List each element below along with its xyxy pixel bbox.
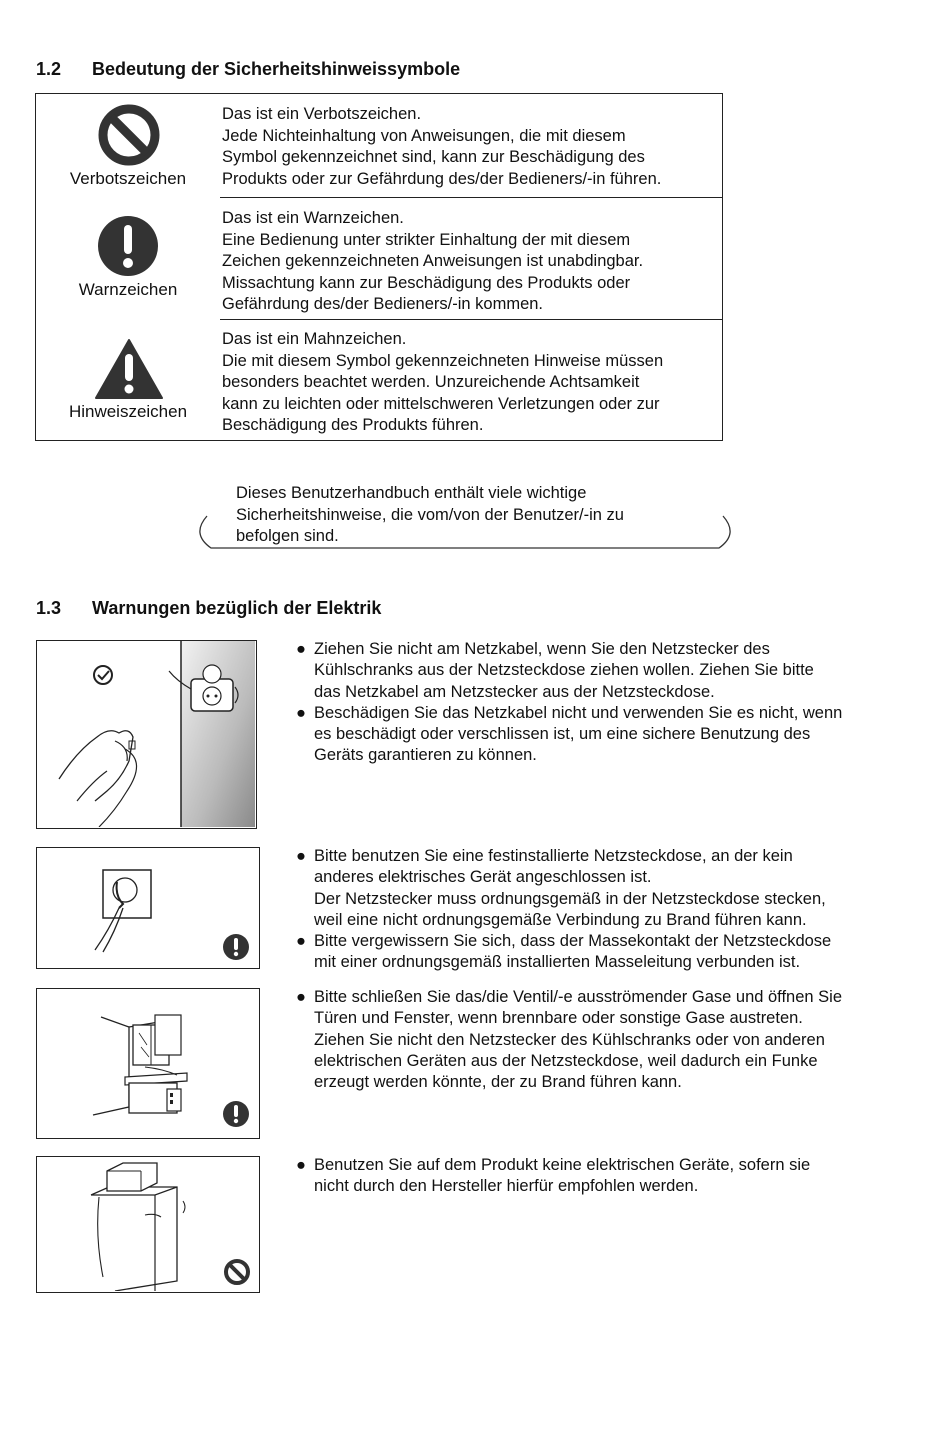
note-line: Dieses Benutzerhandbuch enthält viele wichtige — [236, 484, 587, 502]
appliance-on-fridge-illustration — [36, 1156, 260, 1293]
prohibition-icon — [226, 1261, 248, 1283]
wall-socket-illustration — [36, 847, 260, 969]
bullet-item: ● Ziehen Sie nicht am Netzkabel, wenn Sie den Netzstecker des Kühlschranks aus der Netzsteckdose ziehen wollen. Ziehen Sie bitte das Netzkabel am Netzstecker aus der Netzsteckdose. — [296, 639, 906, 703]
bullet-line: Bitte benutzen Sie eine festinstallierte Netzsteckdose, an der kein — [314, 847, 793, 865]
bullet-line: elektrischen Geräten aus der Netzsteckdose, weil dadurch ein Funke — [314, 1051, 818, 1070]
prohibition-icon — [97, 103, 161, 167]
section-number: 1.3 — [36, 598, 62, 618]
symbol-label: Verbotszeichen — [69, 169, 187, 188]
symbol-description — [222, 329, 718, 437]
bullet-line: Ziehen Sie nicht den Netzstecker des Kühlschranks oder von anderen — [314, 1030, 825, 1049]
bullet-line: nicht durch den Hersteller hierfür empfohlen werden. — [314, 1177, 699, 1196]
note-line: befolgen sind. — [236, 527, 339, 545]
bullet-line: Türen und Fenster, wenn brennbare oder sonstige Gase austreten. — [314, 1009, 803, 1028]
description-line: Jede Nichteinhaltung von Anweisungen, die mit diesem — [222, 126, 626, 145]
bullet-line: Ziehen Sie nicht am Netzkabel, wenn Sie den Netzstecker des — [314, 640, 770, 658]
section-title: Warnungen bezüglich der Elektrik — [92, 598, 382, 618]
warning-circle-icon — [223, 1101, 249, 1127]
description-line: Das ist ein Mahnzeichen. — [222, 330, 407, 348]
description-line: Die mit diesem Symbol gekennzeichneten Hinweise müssen — [222, 351, 664, 370]
symbol-description — [222, 104, 718, 190]
safety-note — [236, 483, 706, 548]
bullet-list — [296, 987, 906, 1093]
section-title: Bedeutung der Sicherheitshinweissymbole — [92, 59, 461, 79]
bullet-line: Kühlschranks aus der Netzsteckdose ziehen wollen. Ziehen Sie bitte — [314, 661, 814, 680]
description-line: besonders beachtet werden. Unzureichende Achtsamkeit — [222, 373, 640, 391]
small-prohibition-icon — [94, 666, 112, 684]
description-line: Gefährdung des/der Bedieners/-in kommen. — [222, 295, 544, 313]
bullet-line: es beschädigt oder verschlissen ist, um eine sichere Benutzung des — [314, 725, 811, 744]
warning-circle-icon — [97, 215, 159, 277]
bullet-item: ● Benutzen Sie auf dem Produkt keine elektrischen Geräte, sofern sie nicht durch den Hersteller hierfür empfohlen werden. — [296, 1155, 906, 1198]
warning-circle-icon — [223, 934, 249, 960]
open-window-gas-illustration — [36, 988, 260, 1139]
symbol-row-prohibition — [36, 94, 722, 198]
bullet-item: ● Bitte benutzen Sie eine festinstallierte Netzsteckdose, an der kein anderes elektrisches Gerät angeschlossen ist. Der Netzstecker muss ordnungsgemäß in der Netzsteckdose stecken, weil eine nicht ordnungsgemäße Verbindung zu Brand führen kann. — [296, 846, 906, 931]
description-line: Beschädigung des Produkts führen. — [222, 416, 484, 434]
bullet-line: Geräts garantieren zu können. — [314, 746, 537, 765]
symbol-row-caution — [36, 320, 722, 442]
illustration-drawing — [37, 989, 258, 1137]
section-number: 1.2 — [36, 59, 62, 79]
bullet-line: Benutzen Sie auf dem Produkt keine elektrischen Geräte, sofern sie — [314, 1156, 811, 1174]
bullet-line: das Netzkabel am Netzstecker aus der Netzsteckdose. — [314, 682, 715, 701]
symbol-label: Hinweiszeichen — [68, 402, 188, 421]
illustration-drawing — [37, 1157, 258, 1291]
bullet-line: mit einer ordnungsgemäß installierten Masseleitung verbunden ist. — [314, 953, 801, 972]
symbol-description — [222, 208, 718, 316]
illustration-drawing — [37, 641, 255, 827]
description-line: Symbol gekennzeichnet sind, kann zur Beschädigung des — [222, 148, 645, 166]
bullet-line: Beschädigen Sie das Netzkabel nicht und verwenden Sie es nicht, wenn — [314, 703, 843, 722]
bullet-item: ● Bitte vergewissern Sie sich, dass der Massekontakt der Netzsteckdose mit einer ordnungsgemäß installierten Masseleitung verbunden ist. — [296, 931, 906, 974]
bullet-line: Bitte schließen Sie das/die Ventil/-e ausströmender Gase und öffnen Sie — [314, 988, 843, 1006]
description-line: Produkts oder zur Gefährdung des/der Bedieners/-in führen. — [222, 169, 662, 188]
description-line: Eine Bedienung unter strikter Einhaltung der mit diesem — [222, 230, 631, 249]
bullet-list — [296, 1155, 906, 1198]
bullet-item: ● Beschädigen Sie das Netzkabel nicht und verwenden Sie es nicht, wenn es beschädigt oder verschlissen ist, um eine sichere Benutzung des Geräts garantieren zu können. — [296, 703, 906, 767]
bullet-list — [296, 846, 906, 974]
bullet-line: Bitte vergewissern Sie sich, dass der Massekontakt der Netzsteckdose — [314, 932, 832, 951]
description-line: Missachtung kann zur Beschädigung des Produkts oder — [222, 273, 631, 292]
bullet-list — [296, 639, 906, 767]
bullet-item: ● Bitte schließen Sie das/die Ventil/-e ausströmender Gase und öffnen Sie Türen und Fenster, wenn brennbare oder sonstige Gase austreten. Ziehen Sie nicht den Netzstecker des Kühlschranks oder von anderen elektrischen Geräten aus der Netzsteckdose, weil dadurch ein Funke erzeugt werden könnte, der zu Brand führen kann. — [296, 987, 906, 1093]
symbol-table — [35, 93, 723, 441]
description-line: kann zu leichten oder mittelschweren Verletzungen oder zur — [222, 394, 660, 413]
illustration-drawing — [37, 848, 258, 967]
note-line: Sicherheitshinweise, die vom/von der Benutzer/-in zu — [236, 505, 624, 524]
symbol-label: Warnzeichen — [78, 280, 178, 299]
symbol-row-warning — [36, 198, 722, 320]
bullet-line: erzeugt werden könnte, der zu Brand führen kann. — [314, 1073, 682, 1092]
bullet-line: anderes elektrisches Gerät angeschlossen ist. — [314, 868, 652, 887]
description-line: Das ist ein Warnzeichen. — [222, 209, 404, 227]
description-line: Das ist ein Verbotszeichen. — [222, 105, 422, 123]
section-heading-1-3 — [36, 598, 381, 619]
bullet-line: Der Netzstecker muss ordnungsgemäß in der Netzsteckdose stecken, — [314, 889, 826, 908]
description-line: Zeichen gekennzeichneten Anweisungen ist unabdingbar. — [222, 252, 644, 270]
warning-triangle-icon — [94, 338, 164, 400]
unplug-by-holding-plug-illustration — [36, 640, 257, 829]
section-heading-1-2 — [36, 59, 460, 80]
bullet-line: weil eine nicht ordnungsgemäße Verbindung zu Brand führen kann. — [314, 910, 807, 929]
